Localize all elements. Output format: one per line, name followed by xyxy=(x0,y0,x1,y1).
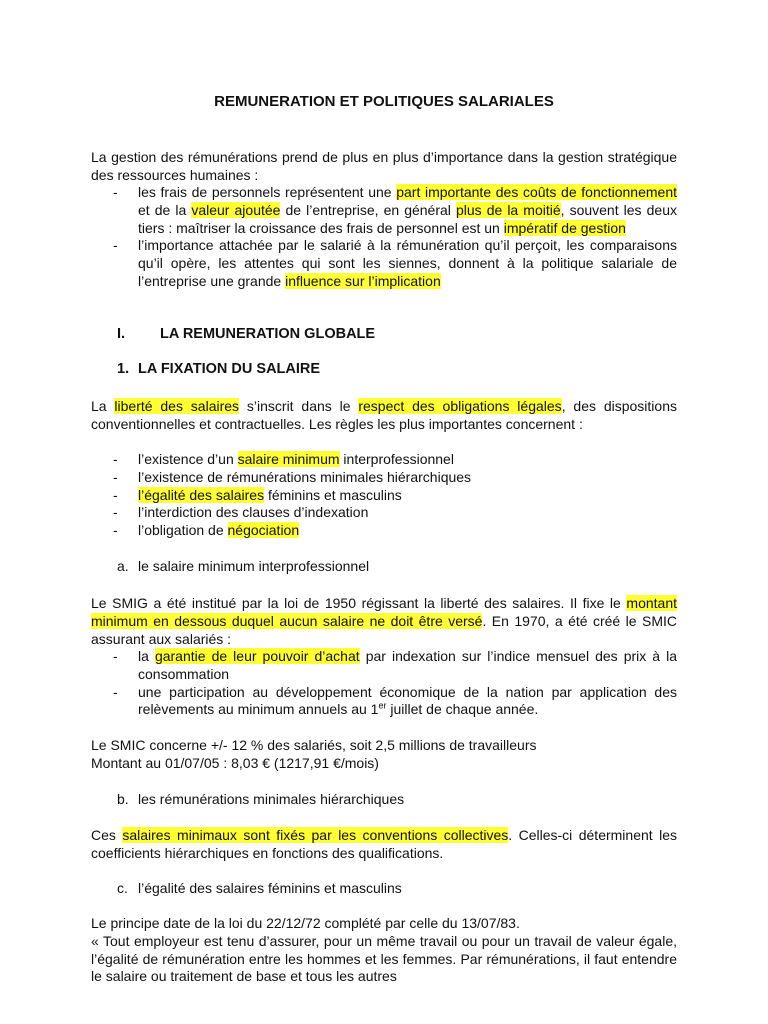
list-item: - l’interdiction des clauses d’indexation xyxy=(113,504,369,521)
highlight: liberté des salaires xyxy=(114,398,240,414)
highlight: plus de la moitié xyxy=(455,201,561,218)
minimales-paragraph: Ces salaires minimaux sont fixés par les conventions collectives. Celles-ci déterminent les coefficients hiérarchiques en fonctions des qualifications. xyxy=(91,827,678,861)
list-item: - l’obligation de négociation xyxy=(113,522,300,539)
list-item: - les frais de personnels représentent une part importante des coûts de fonctionnement et de la valeur ajoutée de l’entreprise, en général plus de la moitié, souvent les deux tiers : maîtriser la croissance des frais de personnel est un impératif de gestion xyxy=(113,184,677,236)
intro-paragraph: La gestion des rémunérations prend de plus en plus d’importance dans la gestion stratégique des ressources humaines : xyxy=(91,149,677,183)
highlight: impératif de gestion xyxy=(503,219,626,236)
smic-facts: Le SMIC concerne +/- 12 % des salariés, soit 2,5 millions de travailleurs Montant au 01/07/05 : 8,03 € (1217,91 €/mois) xyxy=(91,737,537,771)
highlight: garantie de leur pouvoir d’achat xyxy=(154,648,360,664)
highlight: négociation xyxy=(227,522,300,539)
fixation-paragraph: La liberté des salaires s’inscrit dans le respect des obligations légales, des dispositions conventionnelles et contractuelles. Les règles les plus importantes concernent : xyxy=(91,398,677,432)
egalite-paragraph: Le principe date de la loi du 22/12/72 complété par celle du 13/07/83. « Tout employeur est tenu d’assurer, pour un même travail ou pour un travail de valeur égale, l’égalité de rémunération entre les hommes et les femmes. Par rémunérations, il faut entendre le salaire ou traitement de base et tous les autres xyxy=(91,915,677,985)
smic-guarantees-list xyxy=(113,648,677,719)
list-item: - la garantie de leur pouvoir d’achat par indexation sur l’indice mensuel des prix à la consommation xyxy=(113,648,677,682)
document-title: REMUNERATION ET POLITIQUES SALARIALES xyxy=(214,93,554,110)
list-item: - l’existence d’un salaire minimum interprofessionnel xyxy=(113,451,454,467)
rules-list xyxy=(113,451,677,540)
list-item: - l’importance attachée par le salarié à la rémunération qu’il perçoit, les comparaisons qu’il opère, les attentes qui sont les siennes, donnent à la politique salariale de l’entreprise une grande influence sur l’implication xyxy=(113,237,677,289)
subheading-c: c. l’égalité des salaires féminins et masculins xyxy=(117,880,402,896)
section-heading: I. LA REMUNERATION GLOBALE xyxy=(117,326,376,342)
highlight: valeur ajoutée xyxy=(191,201,281,218)
list-item: - l’égalité des salaires féminins et masculins xyxy=(113,486,402,503)
highlight: part importante des coûts de fonctionnement xyxy=(396,184,677,200)
highlight: l’égalité des salaires xyxy=(138,486,265,503)
highlight: montant minimum en dessous duquel aucun salaire ne doit être versé xyxy=(91,595,677,629)
subheading-b: b. les rémunérations minimales hiérarchiques xyxy=(117,791,405,807)
highlight: respect des obligations légales xyxy=(358,398,562,414)
highlight: salaires minimaux sont fixés par les conventions collectives xyxy=(122,827,509,843)
list-item: - une participation au développement économique de la nation par application des relèvements au minimum annuels au 1er juillet de chaque année. xyxy=(113,683,677,718)
highlight: influence sur l’implication xyxy=(285,272,441,289)
list-item: - l’existence de rémunérations minimales hiérarchiques xyxy=(113,468,472,485)
highlight: salaire minimum xyxy=(237,451,340,467)
subsection-heading: 1. LA FIXATION DU SALAIRE xyxy=(117,361,321,377)
smig-paragraph: Le SMIG a été institué par la loi de 1950 régissant la liberté des salaires. Il fixe le montant minimum en dessous duquel aucun salaire ne doit être versé. En 1970, a été créé le SMIC assurant aux salariés : xyxy=(91,595,678,647)
intro-bullet-list xyxy=(113,184,677,291)
subheading-a: a. le salaire minimum interprofessionnel xyxy=(117,558,370,574)
